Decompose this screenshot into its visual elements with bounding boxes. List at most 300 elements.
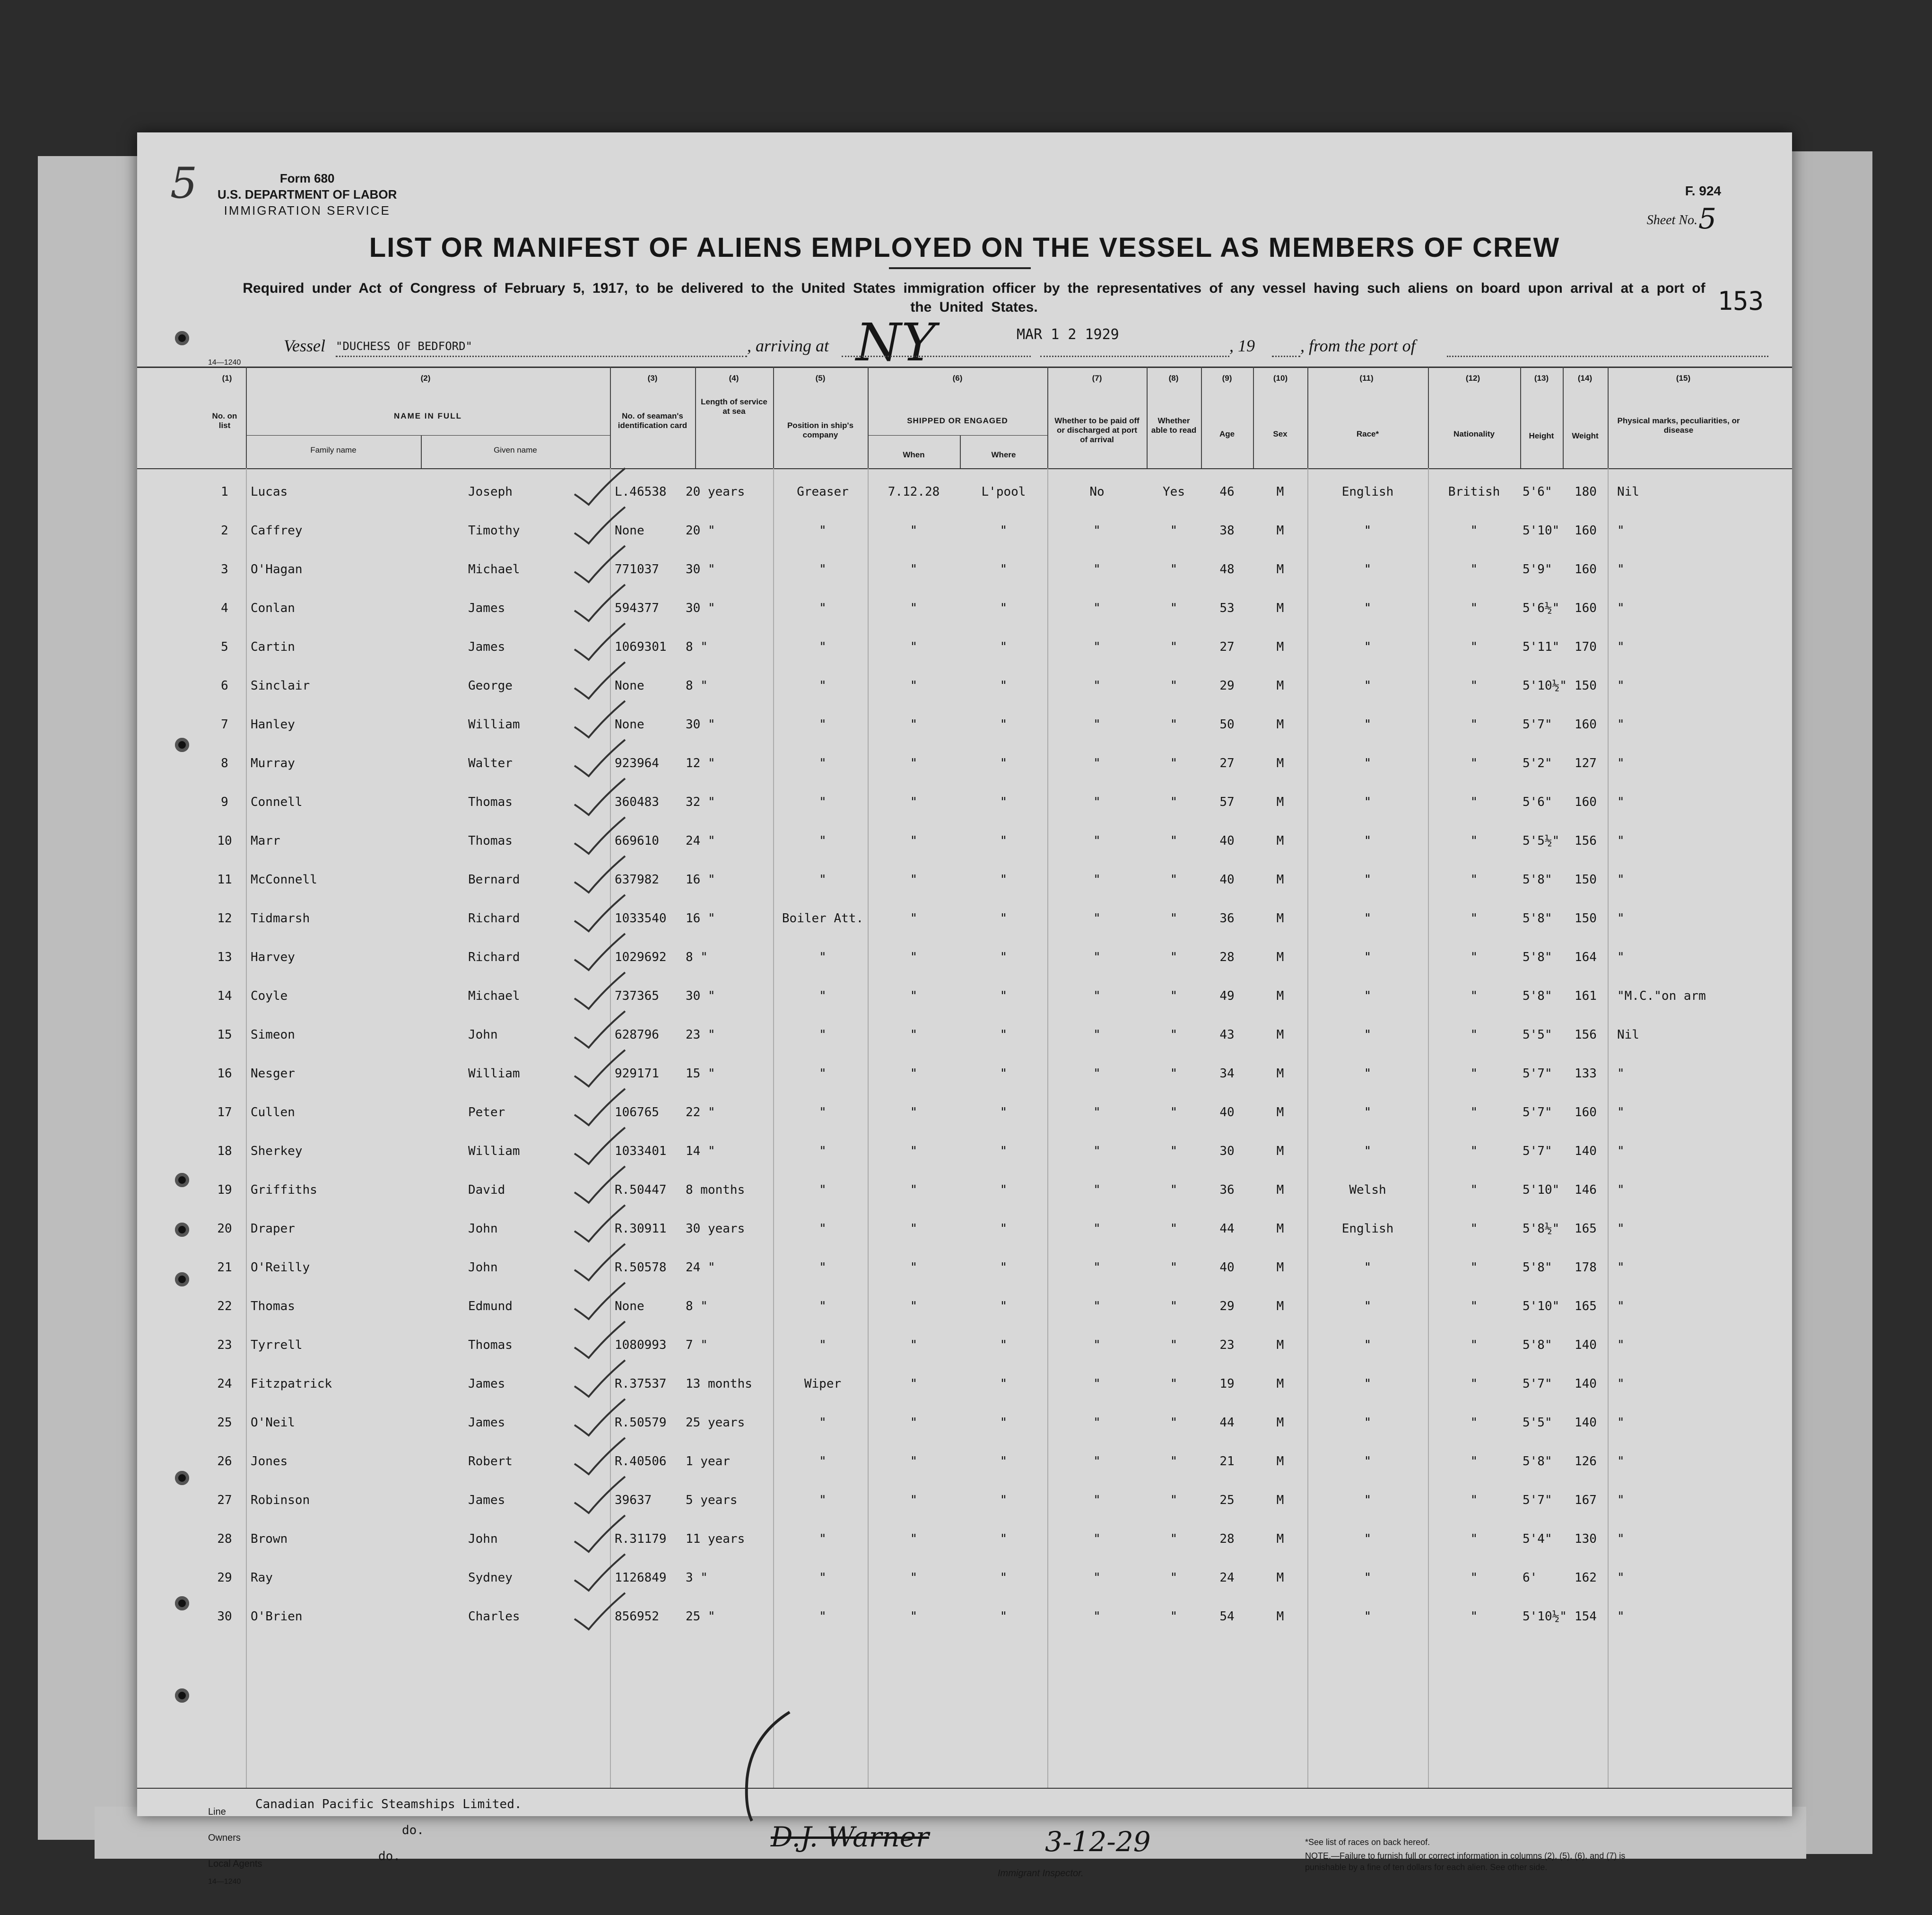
cell-height: 5'5½" <box>1523 834 1560 848</box>
cell-age: 21 <box>1219 1454 1235 1469</box>
cell-height: 5'6½" <box>1523 601 1560 615</box>
col-divider-3 <box>610 367 611 468</box>
cell-race: " <box>1364 640 1372 654</box>
cell-height: 5'8" <box>1523 911 1552 926</box>
cell-given: Michael <box>468 989 520 1003</box>
cell-given: Joseph <box>468 485 513 499</box>
cell-sex: M <box>1276 1416 1284 1430</box>
cell-height: 5'10" <box>1523 1299 1560 1313</box>
cell-marks: " <box>1617 1067 1625 1081</box>
cell-race: " <box>1364 1299 1372 1313</box>
cell-nat: " <box>1470 1416 1478 1430</box>
cell-height: 5'5" <box>1523 1028 1552 1042</box>
header-top-rule <box>137 367 1792 368</box>
check-mark-icon <box>572 1552 629 1594</box>
cell-sex: M <box>1276 756 1284 770</box>
col-divider-15 <box>1563 367 1564 468</box>
cell-id: 771037 <box>615 562 659 577</box>
cell-id: R.30911 <box>615 1222 667 1236</box>
cell-family: Robinson <box>251 1493 310 1507</box>
check-mark-icon <box>572 621 629 664</box>
cell-weight: 178 <box>1575 1260 1597 1275</box>
cell-no: 17 <box>217 1105 232 1119</box>
cell-id: 1029692 <box>615 950 667 964</box>
cell-when: " <box>910 1028 918 1042</box>
cell-age: 19 <box>1219 1377 1235 1391</box>
cell-paid: " <box>1093 1338 1101 1352</box>
check-mark-icon <box>572 699 629 741</box>
cell-nat: British <box>1448 485 1500 499</box>
cell-family: Conlan <box>251 601 295 615</box>
cell-where: " <box>1000 1571 1008 1585</box>
cell-when: " <box>910 601 918 615</box>
cell-family: Brown <box>251 1532 288 1546</box>
cell-position: " <box>819 1338 827 1352</box>
cell-no: 7 <box>221 717 228 732</box>
cell-position: " <box>819 834 827 848</box>
cell-nat: " <box>1470 1105 1478 1119</box>
cell-id: 1080993 <box>615 1338 667 1352</box>
cell-where: " <box>1000 989 1008 1003</box>
cell-read: " <box>1170 640 1178 654</box>
cell-age: 40 <box>1219 873 1235 887</box>
cell-read: " <box>1170 562 1178 577</box>
cell-position: Boiler Att. <box>782 911 864 926</box>
cell-given: James <box>468 601 505 615</box>
check-mark-icon <box>572 970 629 1013</box>
cell-family: Sherkey <box>251 1144 303 1158</box>
punch-hole <box>175 1688 189 1703</box>
cell-height: 5'8" <box>1523 950 1552 964</box>
cell-id: 360483 <box>615 795 659 809</box>
punch-hole <box>175 1471 189 1485</box>
cell-nat: " <box>1470 1222 1478 1236</box>
check-mark-icon <box>572 1164 629 1207</box>
cell-paid: " <box>1093 911 1101 926</box>
header-name-in-full: NAME IN FULL <box>394 411 462 420</box>
cell-given: William <box>468 1144 520 1158</box>
cell-service: 8 " <box>686 950 708 964</box>
cell-position: Greaser <box>797 485 849 499</box>
header-marks: Physical marks, peculiarities, or disease <box>1617 416 1740 435</box>
punch-hole <box>175 1223 189 1237</box>
cell-read: " <box>1170 679 1178 693</box>
cell-position: " <box>819 950 827 964</box>
cell-paid: " <box>1093 834 1101 848</box>
cell-service: 8 " <box>686 1299 708 1313</box>
cell-marks: " <box>1617 601 1625 615</box>
cell-no: 1 <box>221 485 228 499</box>
cell-no: 12 <box>217 911 232 926</box>
cell-weight: 160 <box>1575 601 1597 615</box>
signature-flourish <box>733 1707 799 1830</box>
cell-service: 16 " <box>686 873 715 887</box>
header-position: Position in ship's company <box>787 421 854 439</box>
cell-when: " <box>910 911 918 926</box>
cell-age: 34 <box>1219 1067 1235 1081</box>
cell-age: 27 <box>1219 640 1235 654</box>
cell-where: " <box>1000 1338 1008 1352</box>
cell-race: " <box>1364 524 1372 538</box>
cell-marks: " <box>1617 1377 1625 1391</box>
cell-read: " <box>1170 1183 1178 1197</box>
cell-position: " <box>819 679 827 693</box>
header-weight: Weight <box>1572 431 1599 440</box>
cell-read: " <box>1170 1338 1178 1352</box>
cell-family: O'Neil <box>251 1416 295 1430</box>
cell-weight: 133 <box>1575 1067 1597 1081</box>
cell-where: " <box>1000 756 1008 770</box>
crew-row <box>137 1105 1792 1143</box>
cell-id: L.46538 <box>615 485 667 499</box>
cell-no: 15 <box>217 1028 232 1042</box>
cell-given: Thomas <box>468 1338 513 1352</box>
colnum-10: (10) <box>1273 374 1288 383</box>
cell-height: 5'7" <box>1523 1105 1552 1119</box>
cell-age: 53 <box>1219 601 1235 615</box>
cell-when: " <box>910 1299 918 1313</box>
cell-read: " <box>1170 756 1178 770</box>
cell-no: 25 <box>217 1416 232 1430</box>
check-mark-icon <box>572 1125 629 1168</box>
inspector-label: Immigrant Inspector. <box>998 1868 1084 1879</box>
cell-position: " <box>819 1260 827 1275</box>
footer-owners-label: Owners <box>208 1833 241 1843</box>
cell-position: " <box>819 562 827 577</box>
cell-when: " <box>910 717 918 732</box>
cell-when: " <box>910 1067 918 1081</box>
cell-service: 5 years <box>686 1493 738 1507</box>
cell-sex: M <box>1276 1377 1284 1391</box>
cell-no: 6 <box>221 679 228 693</box>
cell-height: 5'5" <box>1523 1416 1552 1430</box>
check-mark-icon <box>572 582 629 625</box>
cell-read: " <box>1170 1028 1178 1042</box>
cell-age: 28 <box>1219 950 1235 964</box>
cell-service: 30 " <box>686 601 715 615</box>
cell-id: R.37537 <box>615 1377 667 1391</box>
cell-no: 24 <box>217 1377 232 1391</box>
cell-weight: 150 <box>1575 911 1597 926</box>
cell-no: 19 <box>217 1183 232 1197</box>
cell-id: 737365 <box>615 989 659 1003</box>
cell-marks: " <box>1617 756 1625 770</box>
check-mark-icon <box>572 892 629 935</box>
cell-marks: " <box>1617 1416 1625 1430</box>
cell-when: " <box>910 524 918 538</box>
cell-sex: M <box>1276 640 1284 654</box>
cell-when: " <box>910 562 918 577</box>
cell-when: " <box>910 1183 918 1197</box>
cell-read: " <box>1170 1454 1178 1469</box>
cell-when: 7.12.28 <box>888 485 940 499</box>
cell-race: " <box>1364 1377 1372 1391</box>
vessel-dots <box>336 356 747 357</box>
cell-marks: " <box>1617 834 1625 848</box>
cell-no: 2 <box>221 524 228 538</box>
cell-family: Cullen <box>251 1105 295 1119</box>
cell-position: " <box>819 1609 827 1624</box>
cell-race: " <box>1364 1416 1372 1430</box>
cell-position: " <box>819 1183 827 1197</box>
manifest-page <box>137 132 1792 1886</box>
col-divider-5 <box>773 367 774 468</box>
cell-service: 15 " <box>686 1067 715 1081</box>
cell-position: " <box>819 717 827 732</box>
cell-no: 9 <box>221 795 228 809</box>
cell-paid: " <box>1093 1183 1101 1197</box>
cell-given: John <box>468 1532 498 1546</box>
colnum-8: (8) <box>1168 374 1179 383</box>
crew-row <box>137 1377 1792 1415</box>
cell-position: " <box>819 873 827 887</box>
cell-nat: " <box>1470 1609 1478 1624</box>
cell-no: 30 <box>217 1609 232 1624</box>
cell-position: " <box>819 601 827 615</box>
cell-given: Charles <box>468 1609 520 1624</box>
cell-nat: " <box>1470 1144 1478 1158</box>
cell-sex: M <box>1276 1028 1284 1042</box>
stamp-number: 153 <box>1717 286 1764 316</box>
cell-position: Wiper <box>804 1377 842 1391</box>
cell-family: Tyrrell <box>251 1338 303 1352</box>
cell-age: 27 <box>1219 756 1235 770</box>
cell-race: " <box>1364 1028 1372 1042</box>
cell-nat: " <box>1470 562 1478 577</box>
cell-paid: No <box>1089 485 1105 499</box>
crew-row <box>137 640 1792 678</box>
cell-age: 48 <box>1219 562 1235 577</box>
cell-read: " <box>1170 1609 1178 1624</box>
note-penalty: NOTE.—Failure to furnish full or correct information in columns (2), (5), (6), and (7) is punishable by a fine of ten dollars for each alien. See other side. <box>1305 1851 1626 1872</box>
cell-position: " <box>819 524 827 538</box>
cell-where: L'pool <box>981 485 1026 499</box>
cell-when: " <box>910 1571 918 1585</box>
cell-sex: M <box>1276 1609 1284 1624</box>
cell-paid: " <box>1093 989 1101 1003</box>
year-label: , 19 <box>1229 336 1255 355</box>
crew-row <box>137 1454 1792 1492</box>
cell-sex: M <box>1276 1493 1284 1507</box>
cell-height: 5'10½" <box>1523 1609 1567 1624</box>
col-divider-12 <box>1307 367 1308 468</box>
cell-race: " <box>1364 989 1372 1003</box>
cell-no: 29 <box>217 1571 232 1585</box>
col-divider-10 <box>1201 367 1202 468</box>
cell-paid: " <box>1093 1028 1101 1042</box>
cell-position: " <box>819 1416 827 1430</box>
cell-weight: 140 <box>1575 1144 1597 1158</box>
cell-weight: 160 <box>1575 717 1597 732</box>
cell-position: " <box>819 1222 827 1236</box>
cell-age: 40 <box>1219 1105 1235 1119</box>
cell-age: 24 <box>1219 1571 1235 1585</box>
cell-nat: " <box>1470 1493 1478 1507</box>
check-mark-icon <box>572 1242 629 1284</box>
cell-position: " <box>819 1299 827 1313</box>
crew-row <box>137 1571 1792 1609</box>
cell-family: Simeon <box>251 1028 295 1042</box>
cell-no: 28 <box>217 1532 232 1546</box>
cell-family: Harvey <box>251 950 295 964</box>
inspector-signature: D.J. Warner <box>771 1821 929 1853</box>
cell-paid: " <box>1093 1260 1101 1275</box>
cell-id: 628796 <box>615 1028 659 1042</box>
cell-height: 5'8" <box>1523 1338 1552 1352</box>
cell-sex: M <box>1276 1532 1284 1546</box>
col-divider-13 <box>1428 367 1429 468</box>
crew-row <box>137 911 1792 949</box>
shipped-subrule <box>868 435 1047 436</box>
cell-marks: " <box>1617 1260 1625 1275</box>
date-dots <box>1040 356 1229 357</box>
cell-sex: M <box>1276 1183 1284 1197</box>
cell-given: Michael <box>468 562 520 577</box>
cell-weight: 160 <box>1575 1105 1597 1119</box>
vessel-label: Vessel <box>284 336 325 355</box>
col-divider-4 <box>695 367 696 468</box>
cell-sex: M <box>1276 524 1284 538</box>
cell-where: " <box>1000 873 1008 887</box>
cell-age: 25 <box>1219 1493 1235 1507</box>
cell-race: " <box>1364 1144 1372 1158</box>
cell-nat: " <box>1470 1532 1478 1546</box>
crew-row <box>137 562 1792 600</box>
cell-marks: " <box>1617 717 1625 732</box>
cell-no: 13 <box>217 950 232 964</box>
cell-sex: M <box>1276 795 1284 809</box>
crew-row <box>137 1144 1792 1182</box>
cell-marks: " <box>1617 1609 1625 1624</box>
vessel-name: "DUCHESS OF BEDFORD" <box>336 340 472 353</box>
cell-sex: M <box>1276 601 1284 615</box>
cell-when: " <box>910 1260 918 1275</box>
cell-sex: M <box>1276 1144 1284 1158</box>
cell-height: 5'9" <box>1523 562 1552 577</box>
crew-row <box>137 1222 1792 1259</box>
check-mark-icon <box>572 1280 629 1323</box>
cell-paid: " <box>1093 717 1101 732</box>
cell-height: 5'8½" <box>1523 1222 1560 1236</box>
cell-height: 5'4" <box>1523 1532 1552 1546</box>
cell-paid: " <box>1093 1299 1101 1313</box>
cell-race: " <box>1364 873 1372 887</box>
cell-paid: " <box>1093 1571 1101 1585</box>
check-mark-icon <box>572 815 629 857</box>
cell-read: " <box>1170 950 1178 964</box>
year-dots <box>1272 356 1300 357</box>
page-subtitle: Required under Act of Congress of February 5, 1917, to be delivered to the United States immigration officer by the representatives of any vessel having such aliens on board upon arrival at a port of the United States. <box>243 280 1706 315</box>
arriving-label: , arriving at <box>747 336 829 355</box>
cell-service: 20 years <box>686 485 745 499</box>
check-mark-icon <box>572 1513 629 1556</box>
cell-weight: 161 <box>1575 989 1597 1003</box>
cell-read: " <box>1170 873 1178 887</box>
colnum-3: (3) <box>647 374 658 383</box>
crew-row <box>137 950 1792 988</box>
cell-marks: " <box>1617 1532 1625 1546</box>
colnum-12: (12) <box>1465 374 1480 383</box>
cell-nat: " <box>1470 717 1478 732</box>
colnum-9: (9) <box>1222 374 1232 383</box>
cell-paid: " <box>1093 679 1101 693</box>
cell-height: 5'8" <box>1523 1454 1552 1469</box>
cell-family: Lucas <box>251 485 288 499</box>
colnum-5: (5) <box>815 374 826 383</box>
cell-no: 23 <box>217 1338 232 1352</box>
cell-position: " <box>819 1454 827 1469</box>
check-mark-icon <box>572 776 629 819</box>
cell-age: 43 <box>1219 1028 1235 1042</box>
crew-row <box>137 524 1792 561</box>
cell-race: Welsh <box>1349 1183 1386 1197</box>
cell-family: McConnell <box>251 873 317 887</box>
cell-read: " <box>1170 1105 1178 1119</box>
cell-when: " <box>910 795 918 809</box>
cell-id: R.50578 <box>615 1260 667 1275</box>
footer-line-value: Canadian Pacific Steamships Limited. <box>255 1797 522 1811</box>
cell-age: 40 <box>1219 1260 1235 1275</box>
cell-marks: " <box>1617 524 1625 538</box>
cell-given: Robert <box>468 1454 513 1469</box>
cell-weight: 150 <box>1575 873 1597 887</box>
cell-given: James <box>468 1493 505 1507</box>
cell-when: " <box>910 1105 918 1119</box>
cell-height: 5'10½" <box>1523 679 1567 693</box>
punch-hole <box>175 1596 189 1610</box>
crew-row <box>137 1416 1792 1453</box>
cell-given: John <box>468 1222 498 1236</box>
footer-owners-value: do. <box>402 1823 424 1837</box>
cell-position: " <box>819 795 827 809</box>
header-family-name: Family name <box>310 446 357 455</box>
cell-weight: 167 <box>1575 1493 1597 1507</box>
check-mark-icon <box>572 660 629 702</box>
cell-id: 923964 <box>615 756 659 770</box>
cell-where: " <box>1000 717 1008 732</box>
sheet-label: Sheet No. <box>1646 213 1697 227</box>
cell-read: " <box>1170 1571 1178 1585</box>
cell-no: 10 <box>217 834 232 848</box>
cell-paid: " <box>1093 1067 1101 1081</box>
cell-no: 27 <box>217 1493 232 1507</box>
cell-service: 8 months <box>686 1183 745 1197</box>
crew-row <box>137 1338 1792 1376</box>
cell-race: " <box>1364 601 1372 615</box>
cell-given: James <box>468 1377 505 1391</box>
cell-paid: " <box>1093 1416 1101 1430</box>
cell-where: " <box>1000 1609 1008 1624</box>
cell-weight: 160 <box>1575 795 1597 809</box>
cell-nat: " <box>1470 1260 1478 1275</box>
cell-where: " <box>1000 1532 1008 1546</box>
cell-id: 594377 <box>615 601 659 615</box>
cell-age: 57 <box>1219 795 1235 809</box>
cell-when: " <box>910 1532 918 1546</box>
cell-race: " <box>1364 795 1372 809</box>
cell-paid: " <box>1093 1377 1101 1391</box>
cell-weight: 127 <box>1575 756 1597 770</box>
cell-weight: 160 <box>1575 562 1597 577</box>
cell-race: " <box>1364 950 1372 964</box>
header-shipped: SHIPPED OR ENGAGED <box>907 416 1008 425</box>
col-divider-11 <box>1253 367 1254 468</box>
cell-family: Marr <box>251 834 280 848</box>
cell-sex: M <box>1276 1105 1284 1119</box>
cell-marks: " <box>1617 1105 1625 1119</box>
cell-marks: Nil <box>1617 485 1639 499</box>
colnum-13: (13) <box>1534 374 1549 383</box>
